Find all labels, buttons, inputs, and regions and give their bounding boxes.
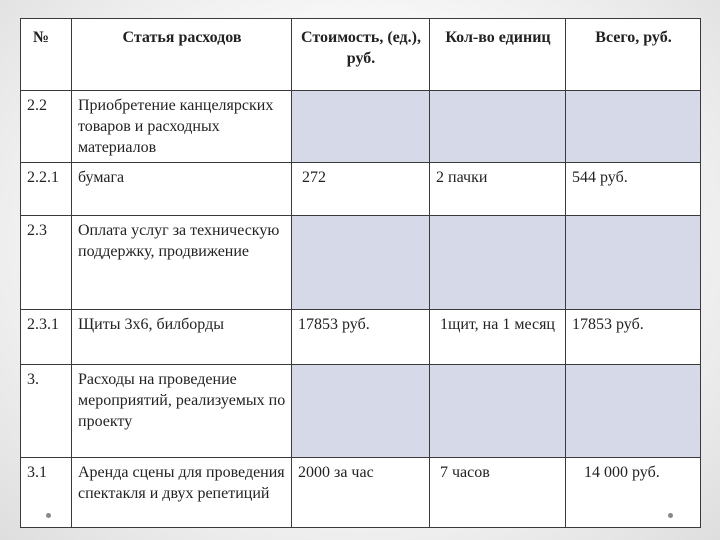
row-total: 14 000 руб. xyxy=(566,458,701,528)
row-total xyxy=(566,91,701,163)
table-row xyxy=(21,91,701,163)
row-qty xyxy=(430,216,566,310)
table-row xyxy=(21,216,701,310)
table-row xyxy=(21,310,701,365)
row-cost: 272 xyxy=(292,163,430,216)
row-num: 2.3.1 xyxy=(21,310,72,365)
row-cost xyxy=(292,91,430,163)
row-cost: 2000 за час xyxy=(292,458,430,528)
row-num: 2.2 xyxy=(21,91,72,163)
row-cost xyxy=(292,216,430,310)
row-qty xyxy=(430,365,566,458)
row-item: Оплата услуг за техническую поддержку, продвижение xyxy=(72,216,292,310)
row-total: 17853 руб. xyxy=(566,310,701,365)
row-qty: 2 пачки xyxy=(430,163,566,216)
row-item: Расходы на проведение мероприятий, реализуемых по проекту xyxy=(72,365,292,458)
row-qty: 7 часов xyxy=(430,458,566,528)
row-item: Аренда сцены для проведения спектакля и двух репетиций xyxy=(72,458,292,528)
row-cost xyxy=(292,365,430,458)
row-num: 3.1 xyxy=(21,458,72,528)
header-row xyxy=(21,19,701,91)
header-total: Всего, руб. xyxy=(566,19,701,91)
row-qty: 1щит, на 1 месяц xyxy=(430,310,566,365)
header-num: № xyxy=(21,19,72,91)
row-num: 2.3 xyxy=(21,216,72,310)
slide-corner-dot-left xyxy=(46,513,51,518)
row-total: 544 руб. xyxy=(566,163,701,216)
row-cost: 17853 руб. xyxy=(292,310,430,365)
header-cost: Стоимость, (ед.), руб. xyxy=(292,19,430,91)
row-item: Приобретение канцелярских товаров и расходных материалов xyxy=(72,91,292,163)
row-total xyxy=(566,216,701,310)
row-item: Щиты 3х6, билборды xyxy=(72,310,292,365)
expense-table xyxy=(20,18,701,528)
header-item: Статья расходов xyxy=(72,19,292,91)
row-item: бумага xyxy=(72,163,292,216)
header-qty: Кол-во единиц xyxy=(430,19,566,91)
row-num: 3. xyxy=(21,365,72,458)
row-total xyxy=(566,365,701,458)
row-qty xyxy=(430,91,566,163)
table-row xyxy=(21,458,701,528)
slide-corner-dot-right xyxy=(668,513,673,518)
table-row xyxy=(21,163,701,216)
row-num: 2.2.1 xyxy=(21,163,72,216)
table-row xyxy=(21,365,701,458)
